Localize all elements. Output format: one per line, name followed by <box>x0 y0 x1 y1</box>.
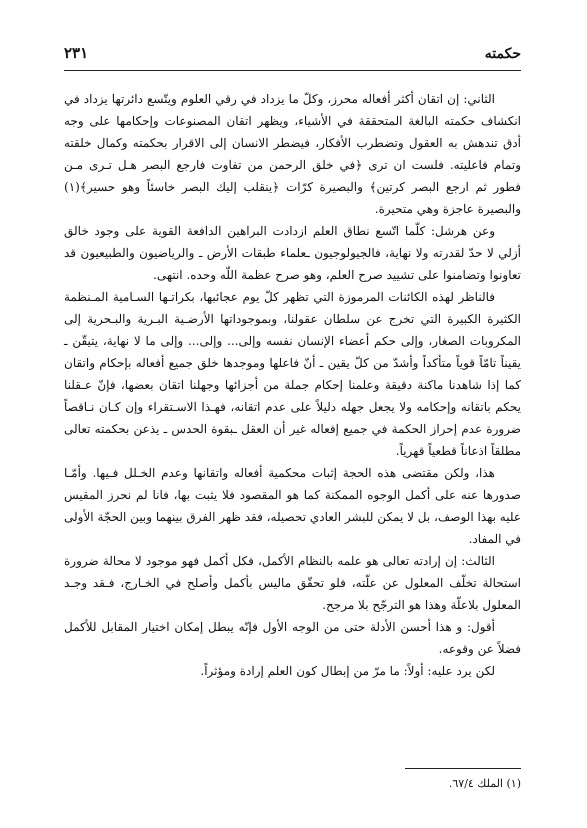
body-text <box>64 88 521 682</box>
running-head: حكمته <box>484 46 521 62</box>
paragraph-observer: فالناظر لهذه الكائنات المرموزة التي تظهر كلّ يوم عجائبها، بكراتـها السـامية المـنظمة الكثيرة الكبيرة التي تخرج عن سلطان عقولنا، وبموجوداتها الأرضـية البـرية والبـحرية إلى المكروبات الصغار، وإلى حكم أعضاء الإنسان نفسه وإلى... وإلى... وإلى ما لا نهاية، يتيقّن ـ يقيناً تامّاً قوياً متأكداً وأشدّ من كلّ يقين ـ أنّ فاعلها وموجدها خلق جميع أفعاله بإحكام واتقان كما إذا شاهدنا ماكنة دقيقة وعلمنا إحكام جملة من أجزائها وجهلنا اتقان بعضها، فإنّ عـقلنا يحكم باتقانه وإحكامه ولا يجعل جهله دليلاً على عدم اتقانه، فهـذا الاسـتقراء وإن كـان نـاقصاً ضرورة عدم إحراز الحكمة في جميع إفعاله غير أن العقل ـبقوة الحدس ـ يذعن بحكمته تعالى مطلقاً اذعاناً قطعياً قهرياً. <box>64 290 521 458</box>
paragraph-objection: هذا، ولكن مقتضى هذه الحجة إثبات محكمية أفعاله واتقانها وعدم الخـلل فـيها. وأمّـا صدورها عنه على أكمل الوجوه الممكنة كما هو المقصود فلا يثبت بها، فانا لم نحرز المقيس عليه بهذا الوصف، بل لا يمكن للبشر العادي تحصيله، فقد ظهر الفرق بينهما وبين الحجّة الأولى في المفاد. <box>64 466 521 546</box>
paragraph-rebuttal: لكن يرد عليه: أولاً: ما مرّ من إبطال كون العلم إرادة ومؤثراً. <box>200 664 495 678</box>
paragraph-second-argument: الثاني: إن اتقان أكثر أفعاله محرز، وكلّ ما يزداد في رقي العلوم ويتّسع دائرتها يزداد في انكشاف حكمته البالغة المتحققة في الأشياء، ويظهر اتقان المصنوعات وإحكامها على وجه أدق تندهش به العقول وتضطرب الأفكار، فيضطر الانسان إلى الاقرار بحكمته وكمال خلقته وتمام فاعليته. فلست ان ترى ﴿في خلق الرحمن من تفاوت فارجع البصر هـل تـرى مـن فطور ثم ارجع البصر كرتين﴾ والبصيرة كرّات ﴿ينقلب إليك البصر خاسئاً وهو حسير﴾(١) والبصيرة عاجزة وهي متحيرة. <box>64 92 521 216</box>
footnote-divider <box>405 768 521 769</box>
paragraph-third-argument: الثالث: إن إرادته تعالى هو علمه بالنظام الأكمل، فكل أكمل فهو موجود لا محالة ضرورة استحالة تخلّف المعلول عن علّته، فلو تحقّق ماليس بأكمل وأصلح في الخـارج، فـقد وجـد المعلول بلاعلّة وهذا هو الترجّح بلا مرجح. <box>64 554 521 612</box>
page-number: ٢٣١ <box>64 44 89 62</box>
page-header <box>64 40 521 71</box>
paragraph-herschel-quote: وعن هرشل: كلّما اتّسع نطاق العلم ازدادت البراهين الدافعة القوية على وجود خالق أزلي لا حدّ لقدرته ولا نهاية، فالجيولوجيون ـعلماء طبقات الأرض ـ والرياضيون والطبيعيون قد تعاونوا وتضامنوا على تشييد صرح العلم، وهو صرح عظمة اللّه وحده. انتهى. <box>64 224 521 282</box>
paragraph-author-comment: أقول: و هذا أحسن الأدلة حتى من الوجه الأول فإنّه يبطل إمكان اختيار المقابل للأكمل فضلاً عن وقوعه. <box>64 620 521 656</box>
footnote: (١) الملك ٦٧/٤. <box>448 777 521 790</box>
